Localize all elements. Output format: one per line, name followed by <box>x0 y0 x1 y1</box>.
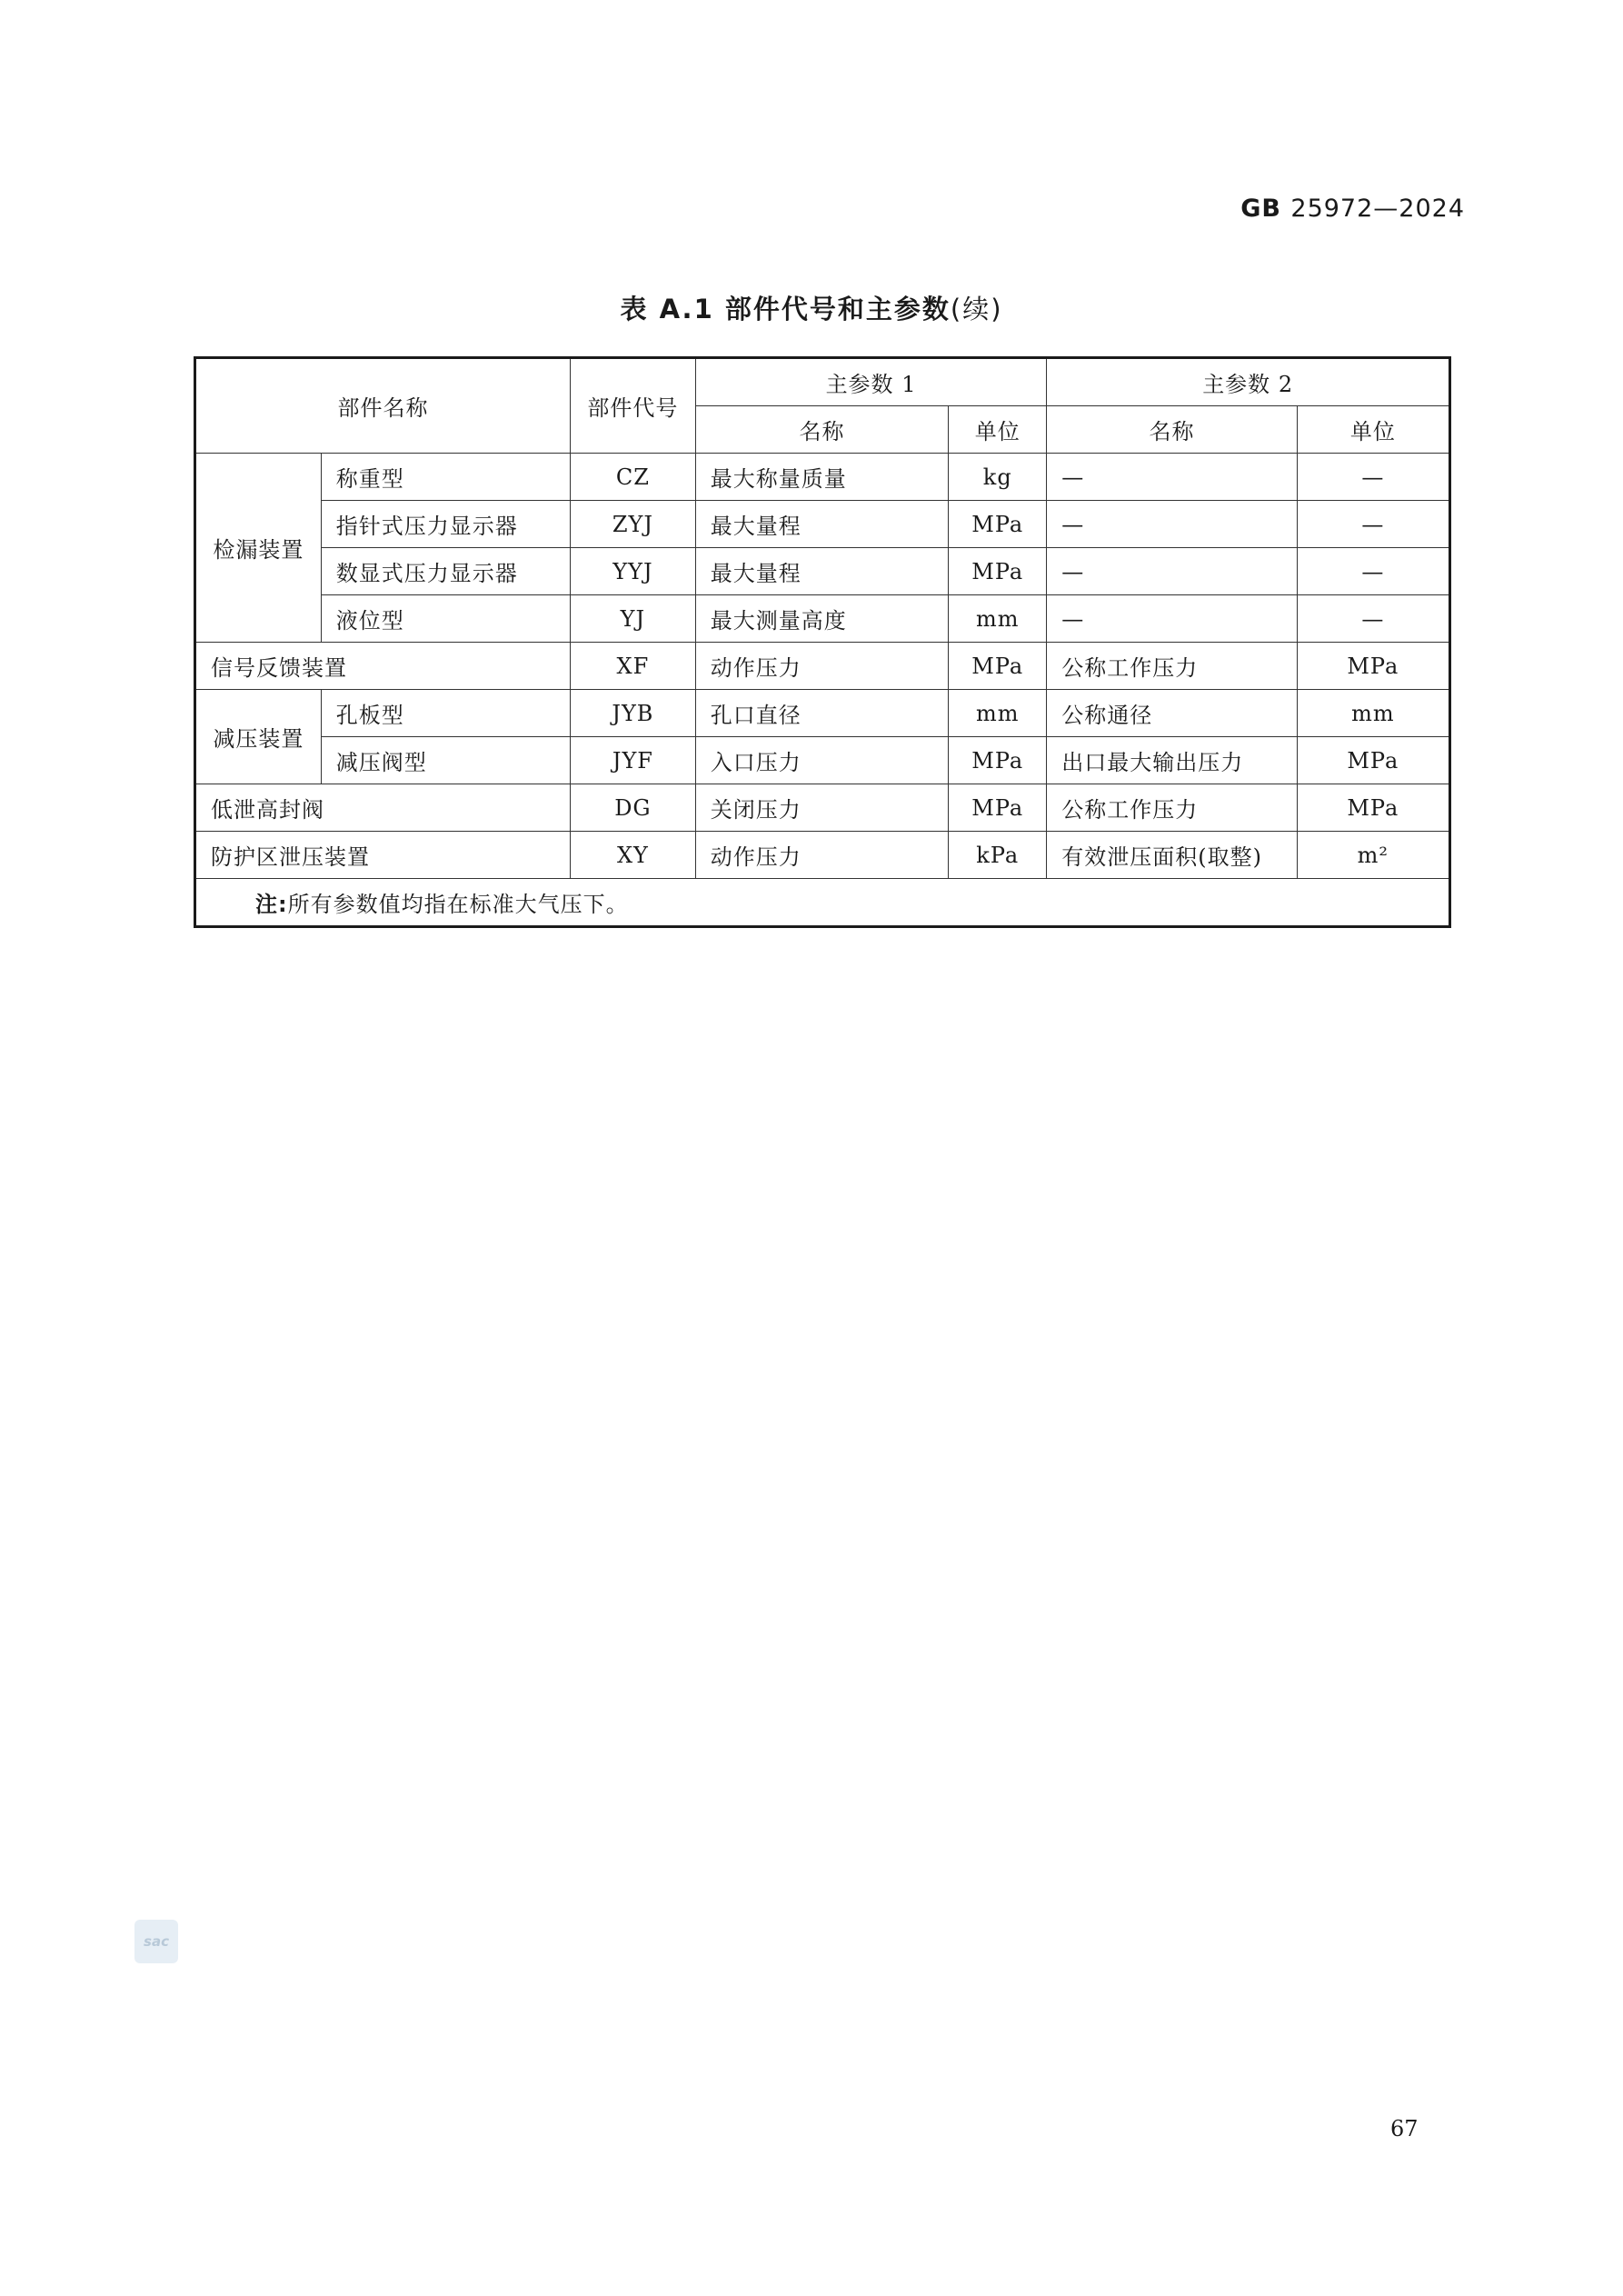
table-title-prefix: 表 A.1 <box>620 294 714 324</box>
param1-name: 最大测量高度 <box>695 595 948 643</box>
param2-name: 有效泄压面积(取整) <box>1047 832 1297 879</box>
table-row <box>195 690 1450 737</box>
table-row <box>195 784 1450 832</box>
group-name: 减压装置 <box>195 690 322 784</box>
component-code: XY <box>571 832 696 879</box>
subtype-name: 减压阀型 <box>321 737 570 784</box>
subtype-name: 孔板型 <box>321 690 570 737</box>
param2-unit: — <box>1297 548 1449 595</box>
param1-name: 最大量程 <box>695 548 948 595</box>
param2-unit: — <box>1297 595 1449 643</box>
param2-name: — <box>1047 548 1297 595</box>
param1-unit: kg <box>949 454 1047 501</box>
parameters-table <box>194 356 1451 928</box>
param2-unit: MPa <box>1297 643 1449 690</box>
param2-name: 公称工作压力 <box>1047 643 1297 690</box>
param2-name: 公称通径 <box>1047 690 1297 737</box>
subtype-name: 数显式压力显示器 <box>321 548 570 595</box>
header-component-name: 部件名称 <box>195 358 571 454</box>
group-name: 防护区泄压装置 <box>195 832 571 879</box>
param2-unit: mm <box>1297 690 1449 737</box>
table-title <box>0 289 1623 326</box>
param2-unit: m² <box>1297 832 1449 879</box>
table-row <box>195 643 1450 690</box>
standard-code <box>1240 195 1465 223</box>
param1-unit: mm <box>949 595 1047 643</box>
param2-unit: MPa <box>1297 784 1449 832</box>
param1-unit: MPa <box>949 643 1047 690</box>
table-row <box>195 548 1450 595</box>
param2-name: 出口最大输出压力 <box>1047 737 1297 784</box>
param1-name: 动作压力 <box>695 643 948 690</box>
table-note <box>195 879 1450 927</box>
param2-name: 公称工作压力 <box>1047 784 1297 832</box>
component-code: YJ <box>571 595 696 643</box>
param1-unit: MPa <box>949 501 1047 548</box>
component-code: DG <box>571 784 696 832</box>
component-code: CZ <box>571 454 696 501</box>
param2-unit: MPa <box>1297 737 1449 784</box>
header-param1-name: 名称 <box>695 406 948 454</box>
header-param2-unit: 单位 <box>1297 406 1449 454</box>
param1-name: 孔口直径 <box>695 690 948 737</box>
header-component-code: 部件代号 <box>571 358 696 454</box>
param2-name: — <box>1047 595 1297 643</box>
param1-unit: mm <box>949 690 1047 737</box>
component-code: XF <box>571 643 696 690</box>
component-code: ZYJ <box>571 501 696 548</box>
header-param1: 主参数 1 <box>695 358 1047 406</box>
table-row <box>195 832 1450 879</box>
param1-unit: MPa <box>949 737 1047 784</box>
param1-name: 最大称量质量 <box>695 454 948 501</box>
table-title-suffix: (续) <box>950 294 1003 324</box>
component-code: JYF <box>571 737 696 784</box>
param1-unit: MPa <box>949 548 1047 595</box>
standard-prefix: GB <box>1240 195 1281 223</box>
sac-logo <box>134 1920 178 1963</box>
param1-name: 关闭压力 <box>695 784 948 832</box>
group-name: 低泄高封阀 <box>195 784 571 832</box>
param2-unit: — <box>1297 454 1449 501</box>
subtype-name: 称重型 <box>321 454 570 501</box>
table-row <box>195 737 1450 784</box>
param2-name: — <box>1047 454 1297 501</box>
group-name: 检漏装置 <box>195 454 322 643</box>
note-text: 所有参数值均指在标准大气压下。 <box>287 892 629 917</box>
note-row <box>195 879 1450 927</box>
table-row <box>195 595 1450 643</box>
table-row <box>195 454 1450 501</box>
component-code: YYJ <box>571 548 696 595</box>
group-name: 信号反馈装置 <box>195 643 571 690</box>
subtype-name: 液位型 <box>321 595 570 643</box>
header-param2: 主参数 2 <box>1047 358 1450 406</box>
param1-unit: MPa <box>949 784 1047 832</box>
component-code: JYB <box>571 690 696 737</box>
header-row <box>195 358 1450 406</box>
header-param1-unit: 单位 <box>949 406 1047 454</box>
param1-name: 入口压力 <box>695 737 948 784</box>
logo-text: sac <box>144 1933 169 1950</box>
page-number: 67 <box>1390 2116 1419 2141</box>
subtype-name: 指针式压力显示器 <box>321 501 570 548</box>
param1-name: 最大量程 <box>695 501 948 548</box>
param1-unit: kPa <box>949 832 1047 879</box>
note-label: 注: <box>255 892 288 917</box>
param2-name: — <box>1047 501 1297 548</box>
table-title-main: 部件代号和主参数 <box>724 294 951 324</box>
table-row <box>195 501 1450 548</box>
header-param2-name: 名称 <box>1047 406 1297 454</box>
param1-name: 动作压力 <box>695 832 948 879</box>
standard-number: 25972—2024 <box>1290 195 1465 223</box>
param2-unit: — <box>1297 501 1449 548</box>
